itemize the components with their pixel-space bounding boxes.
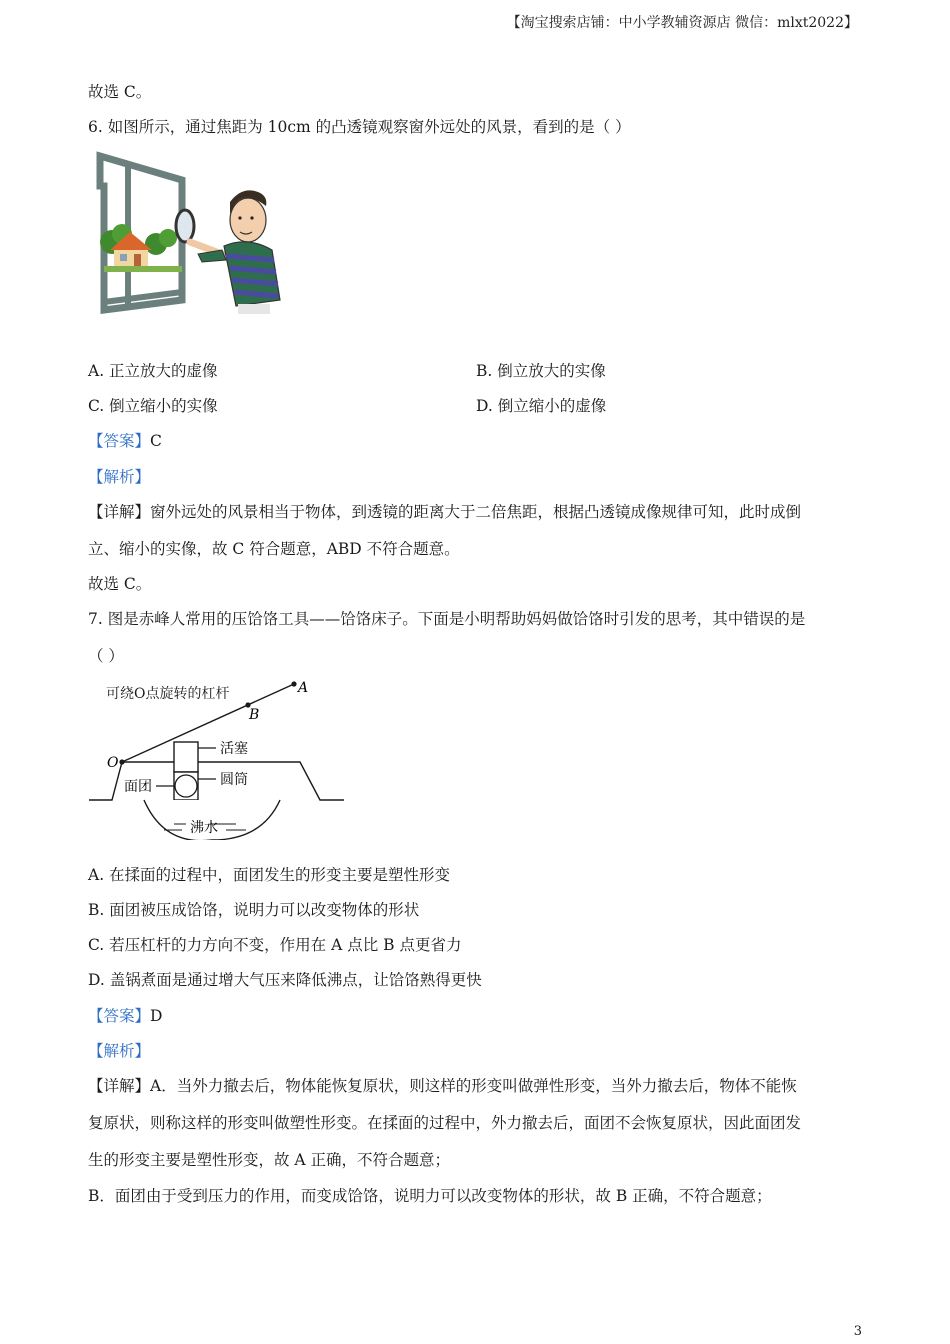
q7-answer (88, 1006, 162, 1026)
q6-conclusion: 故选 C。 (88, 575, 152, 593)
q6-answer (88, 431, 162, 451)
point-o-label: O (107, 755, 119, 771)
q7-option-c: C. 若压杠杆的力方向不变，作用在 A 点比 B 点更省力 (88, 936, 462, 954)
q7-option-d: D. 盖锅煮面是通过增大气压来降低沸点，让饸饹熟得更快 (88, 971, 482, 989)
q6-stem: 6. 如图所示，通过焦距为 10cm 的凸透镜观察窗外远处的风景，看到的是（ ） (88, 118, 631, 136)
dough-label: 面团 (124, 779, 152, 795)
point-a-label: A (298, 680, 309, 696)
page-header: 【淘宝搜索店铺：中小学教辅资源店 微信：mlxt2022】 (506, 15, 858, 31)
house (114, 250, 148, 268)
lever-label: 可绕O点旋转的杠杆 (106, 686, 230, 702)
magnifier-icon (176, 210, 194, 242)
piston-label: 活塞 (220, 741, 248, 757)
q7-figure (86, 674, 348, 840)
detail-tag: 【详解】 (88, 503, 151, 521)
q6-option-c: C. 倒立缩小的实像 (88, 397, 218, 415)
q7-option-a: A. 在揉面的过程中，面团发生的形变主要是塑性形变 (88, 866, 451, 884)
water-label: 沸水 (190, 820, 218, 836)
q7-detail-line3: 生的形变主要是塑性形变，故 A 正确，不符合题意； (88, 1151, 451, 1169)
answer-value: D (150, 1007, 163, 1025)
point-b-label: B (249, 707, 260, 723)
q6-detail-line1: 【详解】窗外远处的风景相当于物体，到透镜的距离大于二倍焦距，根据凸透镜成像规律可知，此时成倒 (88, 503, 802, 521)
q6-option-b: B. 倒立放大的实像 (476, 362, 606, 380)
q6-detail-line2: 立、缩小的实像，故 C 符合题意，ABD 不符合题意。 (88, 540, 460, 558)
q7-stem-line1: 7. 图是赤峰人常用的压饸饹工具——饸饹床子。下面是小明帮助妈妈做饸饹时引发的思考，其中错误的是 (88, 610, 806, 628)
cylinder-label: 圆筒 (220, 772, 248, 788)
q7-detail-line2: 复原状，则称这样的形变叫做塑性形变。在揉面的过程中，外力撤去后，面团不会恢复原状，因此面团发 (88, 1114, 802, 1132)
answer-tag: 【答案】 (88, 1007, 151, 1025)
detail-tag: 【详解】 (88, 1077, 151, 1095)
q7-detail-line4: B．面团由于受到压力的作用，而变成饸饹，说明力可以改变物体的形状，故 B 正确，不符合题意； (88, 1187, 772, 1205)
q6-analysis-tag: 【解析】 (88, 468, 151, 486)
q7-stem-line2: （ ） (88, 647, 124, 665)
q7-analysis-tag: 【解析】 (88, 1042, 151, 1060)
cylinder (174, 772, 198, 800)
q7-detail-line1: 【详解】A．当外力撤去后，物体能恢复原状，则这样的形变叫做弹性形变，当外力撤去后，物体不能恢 (88, 1077, 797, 1095)
page-number: 3 (853, 1324, 862, 1339)
previous-conclusion: 故选 C。 (88, 83, 152, 101)
answer-value: C (150, 432, 162, 450)
q7-option-b: B. 面团被压成饸饹，说明力可以改变物体的形状 (88, 901, 420, 919)
q6-option-d: D. 倒立缩小的虚像 (476, 397, 607, 415)
boy-head (230, 198, 266, 242)
piston (174, 742, 198, 772)
q6-option-a: A. 正立放大的虚像 (88, 362, 218, 380)
q6-illustration (90, 150, 290, 315)
answer-tag: 【答案】 (88, 432, 151, 450)
